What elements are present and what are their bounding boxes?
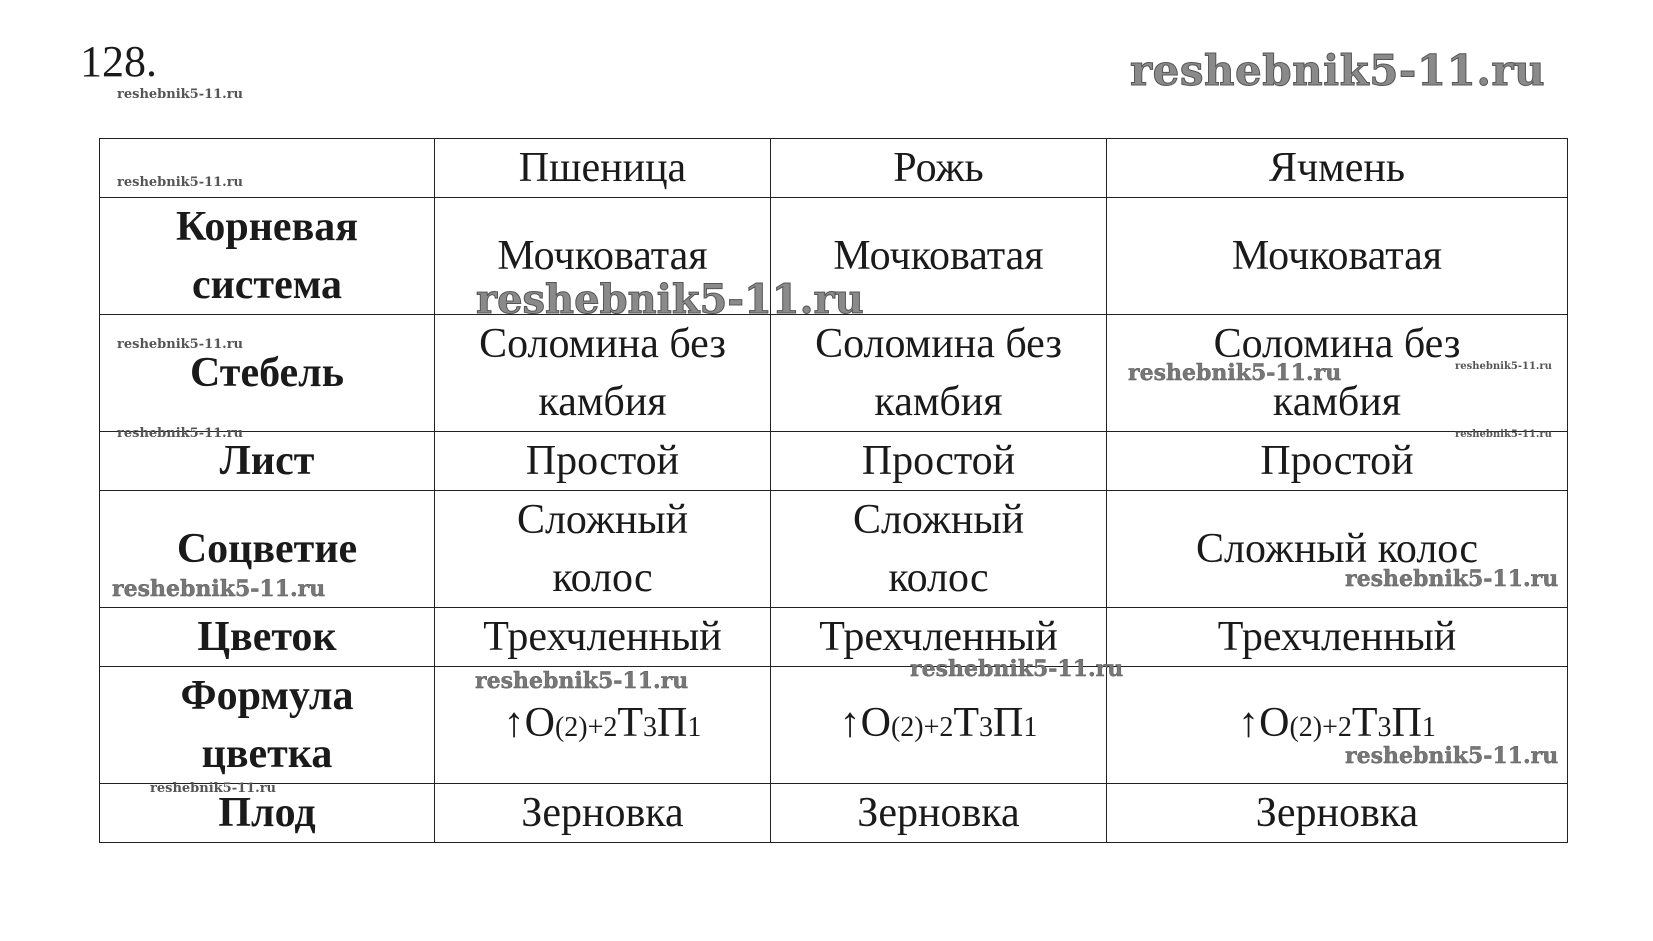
table-cell: Трехчленный <box>435 608 771 667</box>
table-cell: Соломина без камбия <box>435 315 771 432</box>
row-label: Цветок <box>100 608 435 667</box>
table-cell: Трехчленный <box>1107 608 1568 667</box>
table-header-row <box>100 139 1568 198</box>
task-number: 128. <box>80 37 157 86</box>
table-cell: Зерновка <box>771 784 1107 843</box>
watermark-logo: reshebnik5-11.ru <box>1130 46 1546 95</box>
row-label: Формула цветка <box>100 667 435 784</box>
watermark-text: reshebnik5-11.ru <box>1345 566 1559 592</box>
watermark-text: reshebnik5-11.ru <box>117 175 244 190</box>
table-cell: Зерновка <box>1107 784 1568 843</box>
formula-cell: ↑О(2)+2Т3П1 <box>771 667 1107 784</box>
row-label: Соцветие <box>100 491 435 608</box>
table-cell: Сложный колос <box>771 491 1107 608</box>
watermark-text: reshebnik5-11.ru <box>475 668 689 694</box>
watermark-text: reshebnik5-11.ru <box>1455 429 1552 440</box>
watermark-text: reshebnik5-11.ru <box>117 87 244 102</box>
row-label: Корневая система <box>100 198 435 315</box>
comparison-table <box>99 138 1568 843</box>
watermark-text: reshebnik5-11.ru <box>1128 360 1342 386</box>
table-cell: Простой <box>435 432 771 491</box>
watermark-text: reshebnik5-11.ru <box>910 656 1124 682</box>
table-row-flower-formula <box>100 667 1568 784</box>
table-cell: Трехчленный <box>771 608 1107 667</box>
header-cell-barley: Ячмень <box>1107 139 1568 198</box>
watermark-text: reshebnik5-11.ru <box>117 426 244 441</box>
table-row-root-system <box>100 198 1568 315</box>
table-cell: Сложный колос <box>1107 491 1568 608</box>
table-row-fruit <box>100 784 1568 843</box>
table-row-leaf <box>100 432 1568 491</box>
table-cell: Соломина без камбия <box>771 315 1107 432</box>
table-cell: Простой <box>771 432 1107 491</box>
watermark-text: reshebnik5-11.ru <box>150 781 277 796</box>
watermark-text: reshebnik5-11.ru <box>112 576 326 602</box>
row-label: Лист <box>100 432 435 491</box>
table-cell: Соломина без камбия <box>1107 315 1568 432</box>
header-cell-empty <box>100 139 435 198</box>
formula-cell: ↑О(2)+2Т3П1 <box>1107 667 1568 784</box>
header-cell-rye: Рожь <box>771 139 1107 198</box>
table-row-stem <box>100 315 1568 432</box>
watermark-text: reshebnik5-11.ru <box>117 337 244 352</box>
watermark-text: reshebnik5-11.ru <box>1345 743 1559 769</box>
header-cell-wheat: Пшеница <box>435 139 771 198</box>
row-label: Плод <box>100 784 435 843</box>
row-label: Стебель <box>100 315 435 432</box>
table-cell: Сложный колос <box>435 491 771 608</box>
table-cell: Мочковатая <box>1107 198 1568 315</box>
table-row-flower <box>100 608 1568 667</box>
table-cell: Мочковатая <box>435 198 771 315</box>
table-cell: Мочковатая <box>771 198 1107 315</box>
table-cell: Зерновка <box>435 784 771 843</box>
watermark-text: reshebnik5-11.ru <box>476 276 864 323</box>
watermark-text: reshebnik5-11.ru <box>1455 361 1552 372</box>
table-cell: Простой <box>1107 432 1568 491</box>
formula-cell: ↑О(2)+2Т3П1 <box>435 667 771 784</box>
table-row-inflorescence <box>100 491 1568 608</box>
